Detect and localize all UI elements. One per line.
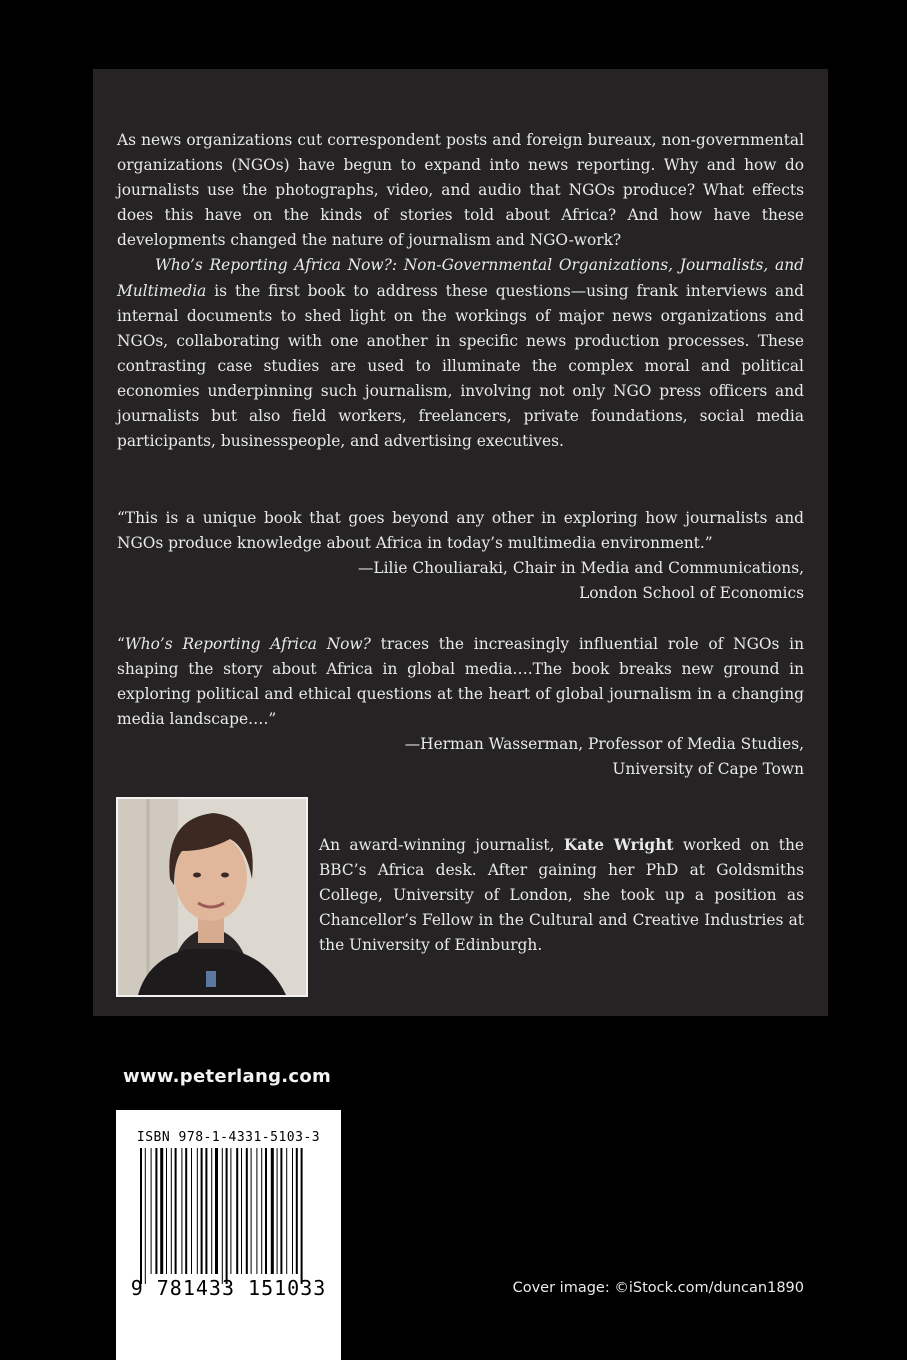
barcode-bar <box>211 1148 212 1274</box>
barcode-bar <box>230 1148 231 1274</box>
author-name: Kate Wright <box>563 836 674 854</box>
book-description <box>117 128 804 454</box>
barcode-bar <box>201 1148 203 1274</box>
barcode-bar <box>261 1148 262 1274</box>
barcode-bar <box>175 1148 177 1274</box>
barcode-bar <box>241 1148 242 1274</box>
barcode-bar <box>140 1148 142 1284</box>
endorsement-quote-1 <box>117 506 804 606</box>
barcode-bar <box>160 1148 163 1274</box>
barcode-bars <box>116 1110 341 1360</box>
barcode-bar <box>151 1148 152 1274</box>
cover-image-credit: Cover image: ©iStock.com/duncan1890 <box>512 1280 804 1296</box>
author-photo <box>116 797 308 997</box>
barcode-bar <box>256 1148 257 1274</box>
barcode-bar <box>215 1148 218 1274</box>
isbn-label: ISBN 978-1-4331-5103-3 <box>136 1130 321 1145</box>
barcode-bar <box>171 1148 172 1274</box>
barcode-digits: 9 781433 151033 <box>130 1276 327 1300</box>
barcode-bar <box>205 1148 207 1274</box>
isbn-barcode <box>116 1110 341 1360</box>
quote-text: “Who’s Reporting Africa Now? traces the increasingly influential role of NGOs in shaping the story about Africa in global media….The book breaks new ground in exploring political and ethical questions at the heart of global journalism in a changing media landscape….” <box>117 635 805 729</box>
book-title: Who’s Reporting Africa Now?: Non-Governmental Organizations, Journalists, and Multimedia <box>117 256 804 300</box>
barcode-bar <box>191 1148 192 1274</box>
quote-attribution: —Lilie Chouliaraki, Chair in Media and Communications, <box>358 559 804 578</box>
description-paragraph-2: Who’s Reporting Africa Now?: Non-Governmental Organizations, Journalists, and Multimedia is the first book to address these questions—using frank interviews and internal documents to shed light on the workings of major news organizations and NGOs, collaborating with one another in specific news production processes. These contrasting case studies are used to illuminate the complex moral and political economies underpinning such journalism, involving not only NGO press officers and journalists but also field workers, freelancers, private foundations, social media participants, businesspeople, and advertising executives. <box>117 256 804 451</box>
quote-attribution: —Herman Wasserman, Professor of Media Studies, <box>404 735 804 754</box>
barcode-bar <box>166 1148 167 1274</box>
barcode-bar <box>145 1148 146 1284</box>
barcode-bar <box>301 1148 303 1284</box>
barcode-bar <box>236 1148 238 1274</box>
barcode-bar <box>246 1148 248 1274</box>
barcode-bar <box>185 1148 187 1274</box>
barcode-bar <box>222 1148 223 1284</box>
publisher-website[interactable]: www.peterlang.com <box>123 1066 332 1087</box>
barcode-bar <box>226 1148 228 1284</box>
barcode-bar <box>286 1148 287 1274</box>
barcode-bar <box>277 1148 278 1274</box>
barcode-bar <box>181 1148 182 1274</box>
description-paragraph-1: As news organizations cut correspondent posts and foreign bureaux, non-governmental organizations (NGOs) have begun to expand into news reporting. Why and how do journalists use the photographs, video, and audio that NGOs produce? What effects does this have on the kinds of stories told about Africa? And how have these developments changed the nature of journalism and NGO-work? <box>117 131 804 250</box>
endorsement-quote-2 <box>117 632 804 783</box>
barcode-bar <box>265 1148 267 1274</box>
barcode-bar <box>292 1148 293 1274</box>
barcode-bar <box>296 1148 298 1274</box>
barcode-bar <box>155 1148 157 1274</box>
author-bio: An award-winning journalist, Kate Wright worked on the BBC’s Africa desk. After gaining her PhD at Goldsmiths College, University of London, she took up a position as Chancellor’s Fellow in the Cultural and Creative Industries at the University of Edinburgh. <box>319 836 804 955</box>
quote-affiliation: London School of Economics <box>579 584 804 603</box>
barcode-bar <box>197 1148 198 1274</box>
barcode-bar <box>251 1148 252 1274</box>
quote-text: “This is a unique book that goes beyond any other in exploring how journalists and NGOs produce knowledge about Africa in today’s multimedia environment.” <box>117 509 804 553</box>
barcode-bar <box>271 1148 274 1274</box>
quote-affiliation: University of Cape Town <box>612 760 804 779</box>
barcode-bar <box>280 1148 282 1274</box>
